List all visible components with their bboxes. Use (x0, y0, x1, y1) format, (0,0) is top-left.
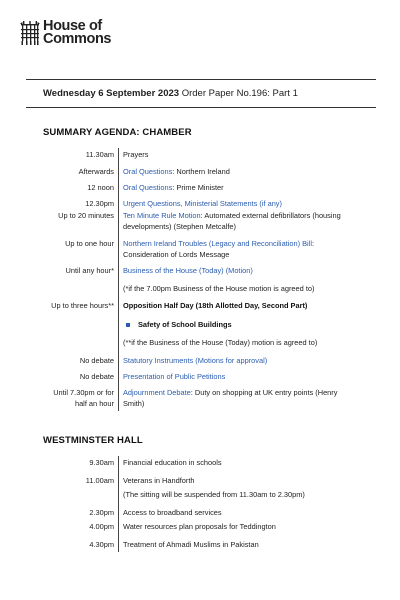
chamber-section-title: SUMMARY AGENDA: CHAMBER (43, 127, 192, 138)
agenda-item (123, 183, 343, 194)
agenda-item (123, 338, 343, 349)
square-bullet-icon (126, 323, 130, 327)
agenda-time: No debate (79, 356, 114, 365)
agenda-time: Until any hour* (65, 266, 114, 275)
chamber-timeline-divider (118, 148, 119, 411)
agenda-time: 9.30am (89, 458, 114, 467)
agenda-time: 11.00am (85, 476, 114, 485)
agenda-item (123, 199, 343, 210)
agenda-time: 11.30am (85, 150, 114, 159)
portcullis-icon (20, 21, 40, 47)
agenda-text: (*if the 7.00pm Business of the House motion is agreed to) (123, 284, 315, 293)
agenda-text: : Prime Minister (172, 183, 224, 192)
order-paper-number: Order Paper No.196: Part 1 (179, 88, 298, 99)
agenda-link[interactable]: Statutory Instruments (Motions for approval) (123, 356, 268, 365)
agenda-time: Up to 20 minutes (58, 211, 114, 220)
agenda-text: : Consideration of Lords Message (123, 239, 315, 259)
agenda-item (123, 356, 343, 367)
agenda-item (123, 490, 343, 501)
agenda-link[interactable]: Business of the House (Today) (Motion) (123, 266, 253, 275)
agenda-item (123, 476, 343, 487)
agenda-text: Veterans in Handforth (123, 476, 195, 485)
agenda-link[interactable]: Oral Questions (123, 167, 173, 176)
agenda-link[interactable]: Presentation of Public Petitions (123, 372, 226, 381)
agenda-text: : Northern Ireland (172, 167, 230, 176)
agenda-time: 2.30pm (89, 508, 114, 517)
agenda-text: Water resources plan proposals for Teddington (123, 522, 276, 531)
agenda-time: 12.30pm (85, 199, 114, 208)
agenda-item (123, 301, 343, 312)
agenda-text: Access to broadband services (123, 508, 222, 517)
agenda-text: (The sitting will be suspended from 11.30am to 2.30pm) (123, 490, 305, 499)
agenda-time: 4.00pm (89, 522, 114, 531)
agenda-text: : Duty on shopping at UK entry points (Henry Smith) (123, 388, 338, 408)
logo-line-1: House of (43, 18, 102, 34)
house-of-commons-logo (20, 20, 111, 47)
agenda-item (123, 150, 343, 161)
agenda-time: Afterwards (78, 167, 114, 176)
agenda-item (123, 540, 343, 551)
agenda-item (123, 284, 343, 295)
agenda-link[interactable]: Ten Minute Rule Motion (123, 211, 201, 220)
order-paper-header (43, 88, 298, 99)
header-bottom-divider (26, 107, 376, 108)
agenda-link[interactable]: Adjournment Debate (123, 388, 191, 397)
agenda-time: Up to three hours** (51, 301, 114, 310)
agenda-item (123, 388, 343, 409)
agenda-item (123, 372, 343, 383)
agenda-time: 4.30pm (89, 540, 114, 549)
agenda-text: (**if the Business of the House (Today) motion is agreed to) (123, 338, 318, 347)
agenda-text: Treatment of Ahmadi Muslims in Pakistan (123, 540, 259, 549)
agenda-text: Financial education in schools (123, 458, 222, 467)
agenda-item (123, 458, 343, 469)
logo-line-2: Commons (43, 31, 112, 47)
agenda-link[interactable]: Safety of School Buildings (138, 320, 232, 329)
agenda-time: 12 noon (87, 183, 114, 192)
agenda-time: Up to one hour (65, 239, 114, 248)
agenda-item (123, 522, 343, 533)
agenda-item (123, 211, 343, 232)
agenda-item (123, 266, 343, 277)
order-paper-date: Wednesday 6 September 2023 (43, 88, 180, 99)
header-top-divider (26, 79, 376, 80)
agenda-text: : Automated external defibrillators (housing developments) (Stephen Metcalfe) (123, 211, 341, 231)
agenda-link[interactable]: Oral Questions (123, 183, 173, 192)
agenda-item (123, 167, 343, 178)
agenda-text: Prayers (123, 150, 149, 159)
agenda-item (123, 508, 343, 519)
agenda-link[interactable]: Urgent Questions, Ministerial Statements (if any) (123, 199, 282, 208)
westminster-timeline-divider (118, 456, 119, 552)
agenda-link[interactable]: Northern Ireland Troubles (Legacy and Reconciliation) Bill (123, 239, 312, 248)
agenda-time: No debate (79, 372, 114, 381)
agenda-text: Opposition Half Day (18th Allotted Day, Second Part) (123, 301, 308, 310)
agenda-time: Until 7.30pm or for half an hour (53, 388, 114, 408)
agenda-item (123, 239, 343, 260)
westminster-hall-section-title: WESTMINSTER HALL (43, 435, 143, 446)
agenda-item (123, 320, 343, 331)
